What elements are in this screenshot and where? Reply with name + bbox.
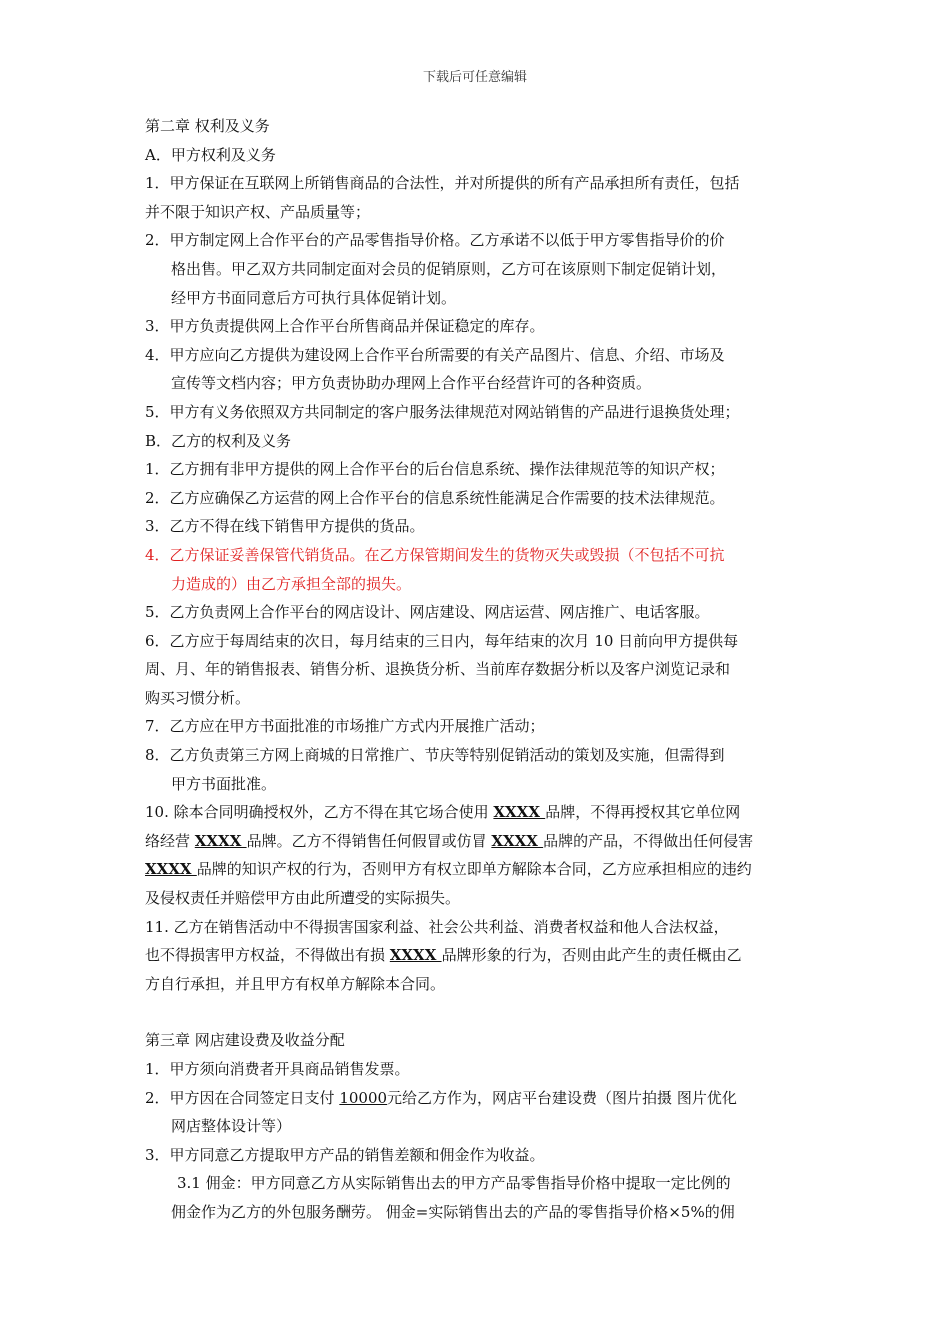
clause-b11-line2: 也不得损害甲方权益，不得做出有损 XXXX 品牌形象的行为，否则由此产生的责任概由乙: [145, 946, 742, 965]
clause-a1-line1: 1．甲方保证在互联网上所销售商品的合法性，并对所提供的所有产品承担所有责任，包括: [145, 174, 740, 193]
clause-b11-line3: 方自行承担，并且甲方有权单方解除本合同。: [145, 974, 446, 993]
section-b-title: B．乙方的权利及义务: [145, 431, 292, 450]
brand-placeholder: XXXX: [493, 803, 546, 822]
clause-b3: 3．乙方不得在线下销售甲方提供的货品。: [145, 517, 425, 536]
clause-c2-line2: 网店整体设计等）: [171, 1117, 292, 1136]
brand-placeholder: XXXX: [491, 831, 544, 850]
clause-b10-line2: 络经营 XXXX 品牌。乙方不得销售任何假冒或仿冒 XXXX 品牌的产品，不得做出任何侵害: [145, 831, 754, 850]
clause-a2-line1: 2．甲方制定网上合作平台的产品零售指导价格。乙方承诺不以低于甲方零售指导价的价: [145, 231, 725, 250]
clause-c3: 3．甲方同意乙方提取甲方产品的销售差额和佣金作为收益。: [145, 1145, 545, 1164]
clause-a2-line3: 经甲方书面同意后方可执行具体促销计划。: [171, 288, 457, 307]
clause-c1: 1．甲方须向消费者开具商品销售发票。: [145, 1060, 410, 1078]
chapter3-title: 第三章 网店建设费及收益分配: [145, 1031, 345, 1050]
clause-b4-line1: 4．乙方保证妥善保管代销货品。在乙方保管期间发生的货物灭失或毁损（不包括不可抗: [145, 545, 725, 564]
clause-a2-line2: 格出售。甲乙双方共同制定面对会员的促销原则，乙方可在该原则下制定促销计划，: [171, 259, 727, 278]
clause-b8-line1: 8．乙方负责第三方网上商城的日常推广、节庆等特别促销活动的策划及实施，但需得到: [145, 746, 725, 765]
chapter2-title: 第二章 权利及义务: [145, 117, 270, 135]
clause-b6-line3: 购买习惯分析。: [145, 688, 251, 707]
clause-a4-line1: 4．甲方应向乙方提供为建设网上合作平台所需要的有关产品图片、信息、介绍、市场及: [145, 345, 725, 364]
clause-a3: 3．甲方负责提供网上合作平台所售商品并保证稳定的库存。: [145, 317, 545, 336]
brand-placeholder: XXXX: [389, 946, 442, 965]
clause-b10-line3: XXXX 品牌的知识产权的行为，否则甲方有权立即单方解除本合同，乙方应承担相应的违约: [145, 860, 752, 879]
clause-b7: 7．乙方应在甲方书面批准的市场推广方式内开展推广活动；: [145, 717, 545, 736]
clause-b1: 1．乙方拥有非甲方提供的网上合作平台的后台信息系统、操作法律规范等的知识产权；: [145, 460, 725, 479]
clause-a4-line2: 宣传等文档内容；甲方负责协助办理网上合作平台经营许可的各种资质。: [171, 374, 652, 393]
clause-b5: 5．乙方负责网上合作平台的网店设计、网店建设、网店运营、网店推广、电话客服。: [145, 603, 710, 622]
brand-placeholder: XXXX: [145, 860, 197, 879]
clause-b8-line2: 甲方书面批准。: [171, 774, 277, 793]
section-a-title: A．甲方权利及义务: [145, 145, 276, 164]
clause-c2-line1: 2．甲方因在合同签定日支付 10000元给乙方作为，网店平台建设费（图片拍摄 图片优化: [145, 1088, 737, 1107]
spacer: [145, 998, 810, 1026]
brand-placeholder: XXXX: [194, 831, 247, 850]
fee-amount: 10000: [339, 1088, 388, 1107]
clause-c31-line2: 佣金作为乙方的外包服务酬劳。 佣金=实际销售出去的产品的零售指导价格×5%的佣: [171, 1202, 735, 1221]
clause-a5: 5．甲方有义务依照双方共同制定的客户服务法律规范对网站销售的产品进行退换货处理；: [145, 402, 740, 421]
clause-b11-line1: 11. 乙方在销售活动中不得损害国家利益、社会公共利益、消费者权益和他人合法权益，: [145, 917, 729, 936]
clause-b6-line1: 6．乙方应于每周结束的次日，每月结束的三日内，每年结束的次月 10 日前向甲方提供每: [145, 631, 739, 650]
page-header: 下载后可任意编辑: [422, 70, 527, 85]
clause-b6-line2: 周、月、年的销售报表、销售分析、退换货分析、当前库存数据分析以及客户浏览记录和: [145, 660, 731, 679]
clause-a1-line2: 并不限于知识产权、产品质量等；: [145, 202, 371, 221]
clause-b10-line4: 及侵权责任并赔偿甲方由此所遭受的实际损失。: [145, 889, 461, 908]
clause-c31-line1: 3.1 佣金：甲方同意乙方从实际销售出去的甲方产品零售指导价格中提取一定比例的: [177, 1174, 731, 1193]
clause-b10-line1: 10. 除本合同明确授权外，乙方不得在其它场合使用 XXXX 品牌，不得再授权其它单位网: [145, 803, 741, 822]
document-body: [145, 112, 810, 1227]
clause-b4-line2: 力造成的）由乙方承担全部的损失。: [171, 574, 412, 593]
clause-b2: 2．乙方应确保乙方运营的网上合作平台的信息系统性能满足合作需要的技术法律规范。: [145, 488, 725, 507]
